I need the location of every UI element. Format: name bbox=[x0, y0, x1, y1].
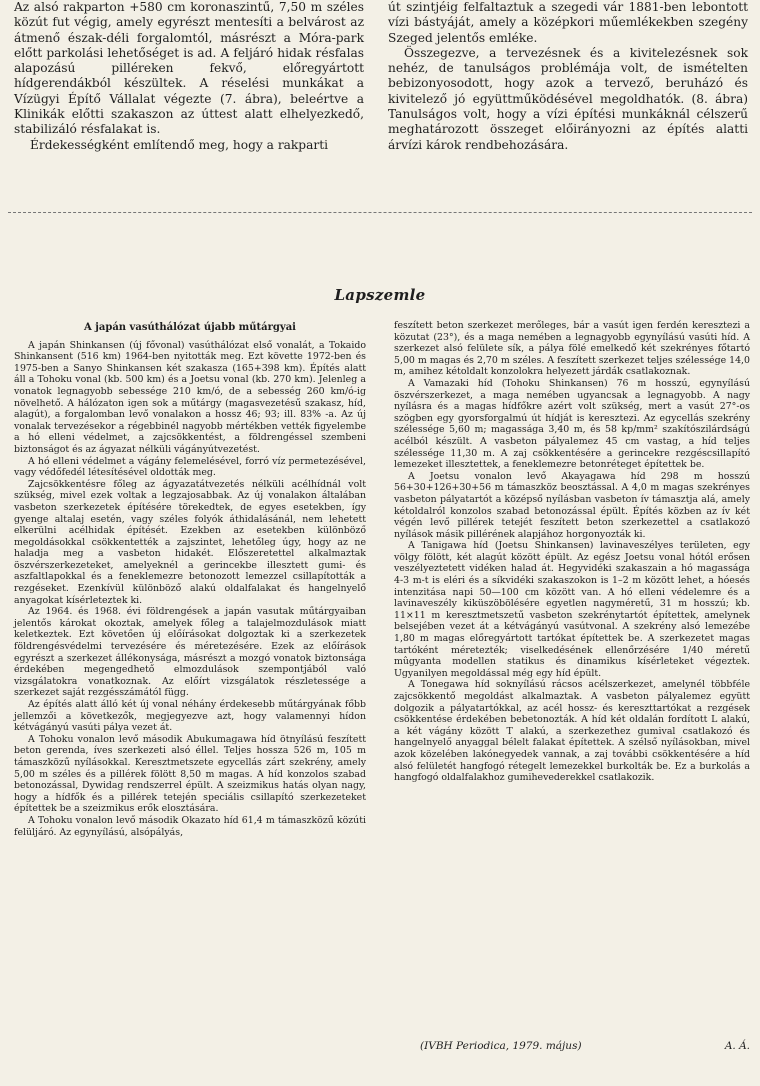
paragraph: Az építés alatt álló két új vonal néhány érdekesebb műtárgyának főbb jellemzői a következők, megjegyezve azt, hogy valamennyi hídon kétvágányú vasúti pálya vezet át. bbox=[14, 699, 366, 734]
paragraph: Az alsó rakparton +580 cm koronaszintű, 7,50 m széles közút fut végig, amely egyrészt mentesíti a belvárost az átmenő észak-déli forgalomtól, másrészt a Móra-park előtt parkolási lehetőséget is ad. A feljáró hidak résfalas alapozású pilléreken fekvő, előregyártott hídgerendákból készültek. A réselési munkákat a Vízügyi Építő Vállalat végezte (7. ábra), beleértve a Klinikák előtti szakaszon az úttest alatt elhelyezkedő, stabilizáló résfalakat is. bbox=[14, 0, 364, 137]
paragraph: Összegezve, a tervezésnek és a kivitelezésnek sok nehéz, de tanulságos problémája volt, de ismételten bebizonyosodott, hogy azok a tervező, beruházó és kivitelező jó együttműködésével megoldhatók. (8. ábra) Tanulságos volt, hogy a vízi építési munkáknál célszerű meghatározott összeget előirányozni az építés alatti árvízi károk rendbehozására. bbox=[388, 45, 748, 152]
article-left-column bbox=[14, 320, 366, 838]
paragraph: Zajcsökkentésre főleg az ágyazatátvezetés nélküli acélhídnál volt szükség, mivel ezek voltak a legzajosabbak. Az új vonalakon általában vasbeton szerkezetek építésére törekedtek, de egyes esetekben, így gyenge altalaj esetén, vagy széles folyók áthidalásánál, nem lehetett elkerülni acélhidak építését. Ezekben az esetekben különböző megoldásokkal csökkentették a zajszintet, lehetőleg úgy, hogy az ne haladja meg a vasbeton hidakét. Előszeretettel alkalmaztak öszvérszerkezeteket, amelyeknél a gerincekbe illesztett gumi- és aszfaltlapokkal és a feneklemezre betonozott lemezzel csillapították a rezgéseket. Ezenkívül különböző alakú oldalfalakat és hangelnyelő anyagokat kísérleteztek ki. bbox=[14, 478, 366, 606]
paragraph: A Vamazaki híd (Tohoku Shinkansen) 76 m hosszú, egynyílású öszvérszerkezet, a maga nemében ugyancsak a legnagyobb. A nagy nyílásra és a magas hídfőkre azért volt szükség, mert a vasút 27°-os szögben egy gyorsforgalmú út hídját is keresztezi. Az egycellás szekrény szélessége 5,60 m; magassága 3,40 m, és 58 kp/mm² szakítószilárdságú acélból készült. A vasbeton pályalemez 45 cm vastag, a híd teljes szélessége 11,30 m. A zaj csökkentésére a gerincekre rezgéscsillapító lemezeket illesztettek, a feneklemezre betonréteget építettek be. bbox=[394, 377, 750, 471]
paragraph: A hó elleni védelmet a vágány felemelésével, forró víz permetezésével, vagy védőfedél létesítésével oldották meg. bbox=[14, 455, 366, 479]
paragraph: A Tohoku vonalon levő második Abukumagawa híd ötnyílású feszített beton gerenda, íves szerkezeti alsó éllel. Teljes hossza 526 m, 105 m támaszközű nyílásokkal. Keresztmetszete egycellás zárt szekrény, amely 5,00 m széles és a pillérek fölött 8,50 m magas. A híd konzolos szabad betonozással, Dywidag rendszerrel épült. A szeizmikus hatás olyan nagy, hogy a hídfők és a pillérek tetején speciális csillapító szerkezeteket építettek be a szeizmikus erők elosztására. bbox=[14, 733, 366, 815]
paragraph: A Joetsu vonalon levő Akayagawa híd 298 m hosszú 56+30+126+30+56 m támaszköz beosztással. A 4,0 m magas szekrényes vasbeton pályatartót a középső nyílásban vasbeton ív támasztja alá, amely kétoldalról konzolos szabad betonozással épült. Építés közben az ív két végén levő pillérek tetejét feszített beton szerkezettel a csatlakozó nyílások másik pillérének alapjához horgonyozták ki. bbox=[394, 470, 750, 540]
paragraph: út szintjéig felfaltaztuk a szegedi vár 1881-ben lebontott vízi bástyáját, amely a középkori műemlékekben szegény Szeged jelentős emléke. bbox=[388, 0, 748, 45]
article-title: A japán vasúthálózat újabb műtárgyai bbox=[84, 322, 296, 333]
paragraph: A Tanigawa híd (Joetsu Shinkansen) lavinaveszélyes területen, egy völgy fölött, két alagút között épült. Az egész Joetsu vonal hótól erősen veszélyeztetett vidéken halad át. Hegyvidéki szakaszain a hó magassága 4-3 m-t is eléri és a síkvidéki szakaszokon is 1–2 m között lehet, a hóesés intenzitása napi 50—100 cm között van. A hó elleni védelemre és a lavinaveszély kiküszöbölésére egyetlen nagyméretű, 31 m hosszú; kb. 11×11 m keresztmetszetű vasbeton szekrénytartót építettek, amelynek belsejében vezet át a kétvágányú vasútvonal. A szekrény alsó lemezébe 1,80 m magas előregyártott tartókat építettek be. A szerkezetet magas tartóként méretezték; viselkedésének ellenőrzésére 1/40 méretű mûgyanta modellen statikus és dinamikus kísérleteket végeztek. Ugyanilyen megoldással még egy híd épült. bbox=[394, 540, 750, 679]
paragraph: feszített beton szerkezet merőleges, bár a vasút igen ferdén keresztezi a közutat (23°), és a maga nemében a legnagyobb egynyílású vasúti híd. A szerkezet alsó felülete sík, a pálya fölé emelkedő két szekrényes főtartó 5,00 m magas és 2,70 m széles. A feszített szerkezet teljes szélessége 14,0 m, amihez kétoldalt konzolokra helyezett járdák csatlakoznak. bbox=[394, 320, 750, 378]
paragraph: A Tonegawa híd soknyílású rácsos acélszerkezet, amelynél többféle zajcsökkentő megoldást alkalmaztak. A vasbeton pályalemez együtt dolgozik a pályatartókkal, az acél hossz- és kereszttartókat a rezgések csökkentése érdekében bebetonozták. A híd két oldalán fordított L alakú, a két vágány között T alakú, a szerkezethez gumival csatlakozó és hangelnyelő anyaggal bélelt falakat építettek. A szélső nyílásokban, mivel azok közelében lakónegyedek vannak, a zaj további csökkentésére a híd alsó felületét hangfogó rétegelt lemezekkel burkolták be. Ez a burkolás a hangfogó oldalfalakhoz gumihevederekkel csatlakozik. bbox=[394, 679, 750, 784]
top-left-column bbox=[14, 0, 364, 153]
article-source bbox=[420, 1040, 750, 1052]
paragraph: Az 1964. és 1968. évi földrengések a japán vasutak műtárgyaiban jelentős károkat okoztak, amelyek főleg a talajelmozdulások miatt keletkeztek. Ezt követően új előírásokat dolgoztak ki a szerkezetek földrengésvédelmi tervezésére és méretezésére. Ezek az előírások egyrészt a szerkezet állékonysága, másrészt a mozgó vonatok biztonsága érdekében megengedhető elmozdulások szempontjából való vizsgálatokra vonatkoznak. Az előírt vizsgálatok részletessége a szerkezet saját rezgésszámától függ. bbox=[14, 606, 366, 699]
paragraph: Érdekességként említendő meg, hogy a rakparti bbox=[30, 137, 328, 152]
section-title: Lapszemle bbox=[334, 286, 426, 304]
article-right-column bbox=[394, 320, 750, 784]
paragraph: A Tohoku vonalon levő második Okazato híd 61,4 m támaszközű közúti felüljáró. Az egynyílású, alsópályás, bbox=[14, 814, 366, 838]
paragraph: A japán Shinkansen (új fővonal) vasúthálózat első vonalát, a Tokaido Shinkansent (516 km) 1964-ben nyitották meg. Ezt követte 1972-ben és 1975-ben a Sanyo Shinkansen két szakasza (165+398 km). Építés alatt áll a Tohoku vonal (kb. 500 km) és a Joetsu vonal (kb. 270 km). Jelenleg a vonatok legnagyobb sebessége 210 km/ó, de a sebesség 260 km/ó-ig növelhető. A hálózaton igen sok a műtárgy (magasvezetésű szakasz, híd, alagút), a forgalomban levő vonalakon a hossz 46; 93; ill. 83% -a. Az új vonalak tervezésekor a régebbinél nagyobb mértékben vették figyelembe a hó elleni védelmet, a zajcsökkentést, a földrengéssel szembeni biztonságot és az ágyazat nélküli vágányútvezetést. bbox=[14, 339, 366, 455]
section-divider bbox=[8, 212, 752, 213]
author-initials: A. Á. bbox=[724, 1040, 750, 1052]
top-right-column bbox=[388, 0, 748, 153]
source-citation: (IVBH Periodica, 1979. május) bbox=[420, 1040, 582, 1052]
